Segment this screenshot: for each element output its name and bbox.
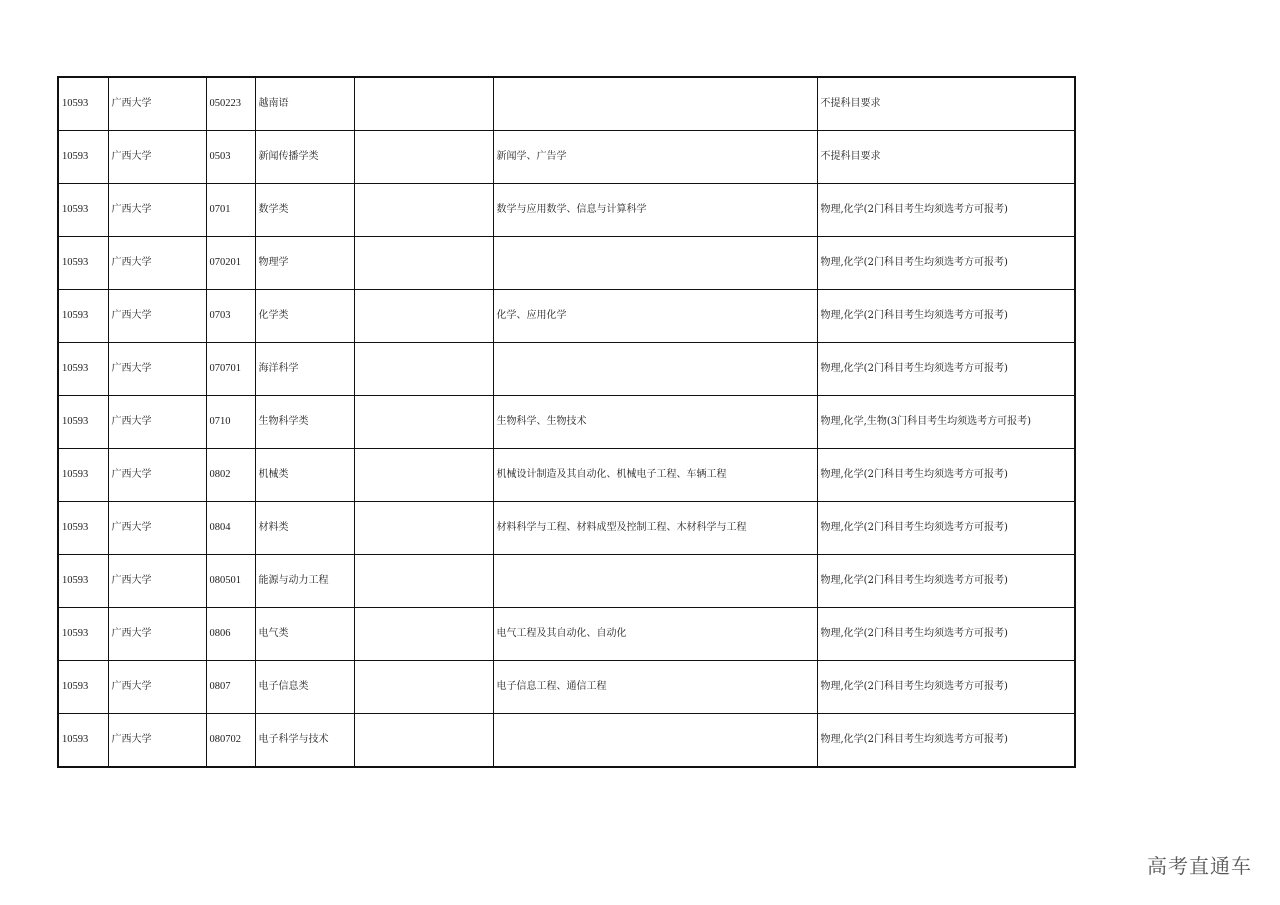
major-name-cell: 越南语 [255,77,354,131]
major-code-cell: 0802 [206,449,255,502]
major-code-cell: 0710 [206,396,255,449]
included-majors-cell: 机械设计制造及其自动化、机械电子工程、车辆工程 [493,449,817,502]
major-code-cell: 080501 [206,555,255,608]
table-row [58,502,1075,555]
major-name-cell: 电气类 [255,608,354,661]
included-majors-cell [493,343,817,396]
school-name-cell: 广西大学 [108,661,206,714]
major-code-cell: 070201 [206,237,255,290]
major-name-cell: 化学类 [255,290,354,343]
school-code-cell: 10593 [58,661,108,714]
included-majors-cell [493,714,817,768]
subject-requirement-cell: 物理,化学(2门科目考生均须选考方可报考) [817,343,1075,396]
major-name-cell: 电子信息类 [255,661,354,714]
blank-cell [354,661,493,714]
included-majors-cell: 新闻学、广告学 [493,131,817,184]
subject-requirement-cell: 物理,化学(2门科目考生均须选考方可报考) [817,449,1075,502]
school-code-cell: 10593 [58,608,108,661]
blank-cell [354,608,493,661]
table-row [58,555,1075,608]
school-code-cell: 10593 [58,184,108,237]
blank-cell [354,396,493,449]
major-name-cell: 物理学 [255,237,354,290]
school-name-cell: 广西大学 [108,449,206,502]
major-code-cell: 0701 [206,184,255,237]
included-majors-cell: 化学、应用化学 [493,290,817,343]
subject-requirement-cell: 物理,化学(2门科目考生均须选考方可报考) [817,502,1075,555]
included-majors-cell: 数学与应用数学、信息与计算科学 [493,184,817,237]
subject-requirement-cell: 不提科目要求 [817,77,1075,131]
subject-requirement-cell: 物理,化学(2门科目考生均须选考方可报考) [817,290,1075,343]
school-name-cell: 广西大学 [108,290,206,343]
school-name-cell: 广西大学 [108,714,206,768]
major-code-cell: 0804 [206,502,255,555]
table-row [58,661,1075,714]
school-code-cell: 10593 [58,449,108,502]
school-name-cell: 广西大学 [108,131,206,184]
school-code-cell: 10593 [58,237,108,290]
subject-requirement-cell: 不提科目要求 [817,131,1075,184]
subject-requirement-cell: 物理,化学(2门科目考生均须选考方可报考) [817,555,1075,608]
major-code-cell: 0703 [206,290,255,343]
school-code-cell: 10593 [58,714,108,768]
watermark-text: 高考直通车 [1147,854,1252,878]
table-row [58,449,1075,502]
blank-cell [354,77,493,131]
included-majors-cell: 材料科学与工程、材料成型及控制工程、木材科学与工程 [493,502,817,555]
major-name-cell: 海洋科学 [255,343,354,396]
major-name-cell: 机械类 [255,449,354,502]
subject-requirement-cell: 物理,化学(2门科目考生均须选考方可报考) [817,184,1075,237]
school-name-cell: 广西大学 [108,237,206,290]
table-row [58,237,1075,290]
included-majors-cell [493,77,817,131]
table-row [58,343,1075,396]
blank-cell [354,184,493,237]
major-code-cell: 080702 [206,714,255,768]
school-name-cell: 广西大学 [108,343,206,396]
table-row [58,396,1075,449]
major-name-cell: 数学类 [255,184,354,237]
included-majors-cell [493,237,817,290]
major-code-cell: 050223 [206,77,255,131]
school-code-cell: 10593 [58,396,108,449]
blank-cell [354,555,493,608]
included-majors-cell: 生物科学、生物技术 [493,396,817,449]
major-code-cell: 0503 [206,131,255,184]
blank-cell [354,502,493,555]
subject-requirement-cell: 物理,化学(2门科目考生均须选考方可报考) [817,714,1075,768]
school-code-cell: 10593 [58,343,108,396]
school-name-cell: 广西大学 [108,184,206,237]
table-row [58,184,1075,237]
major-code-cell: 0807 [206,661,255,714]
blank-cell [354,449,493,502]
blank-cell [354,237,493,290]
school-code-cell: 10593 [58,77,108,131]
table-row [58,290,1075,343]
table-row [58,608,1075,661]
major-name-cell: 材料类 [255,502,354,555]
included-majors-cell: 电气工程及其自动化、自动化 [493,608,817,661]
included-majors-cell: 电子信息工程、通信工程 [493,661,817,714]
blank-cell [354,714,493,768]
table-body [58,77,1075,767]
school-name-cell: 广西大学 [108,502,206,555]
subject-requirement-cell: 物理,化学(2门科目考生均须选考方可报考) [817,608,1075,661]
school-name-cell: 广西大学 [108,608,206,661]
major-code-cell: 0806 [206,608,255,661]
table-row [58,77,1075,131]
subject-requirement-cell: 物理,化学(2门科目考生均须选考方可报考) [817,237,1075,290]
school-name-cell: 广西大学 [108,77,206,131]
blank-cell [354,290,493,343]
table-row [58,131,1075,184]
school-name-cell: 广西大学 [108,396,206,449]
blank-cell [354,131,493,184]
school-code-cell: 10593 [58,502,108,555]
major-name-cell: 生物科学类 [255,396,354,449]
subject-requirement-cell: 物理,化学,生物(3门科目考生均须选考方可报考) [817,396,1075,449]
major-name-cell: 新闻传播学类 [255,131,354,184]
included-majors-cell [493,555,817,608]
major-code-cell: 070701 [206,343,255,396]
subject-requirement-cell: 物理,化学(2门科目考生均须选考方可报考) [817,661,1075,714]
major-name-cell: 能源与动力工程 [255,555,354,608]
school-code-cell: 10593 [58,555,108,608]
school-code-cell: 10593 [58,131,108,184]
blank-cell [354,343,493,396]
major-name-cell: 电子科学与技术 [255,714,354,768]
table-row [58,714,1075,768]
major-requirements-table [57,76,1076,768]
school-code-cell: 10593 [58,290,108,343]
school-name-cell: 广西大学 [108,555,206,608]
